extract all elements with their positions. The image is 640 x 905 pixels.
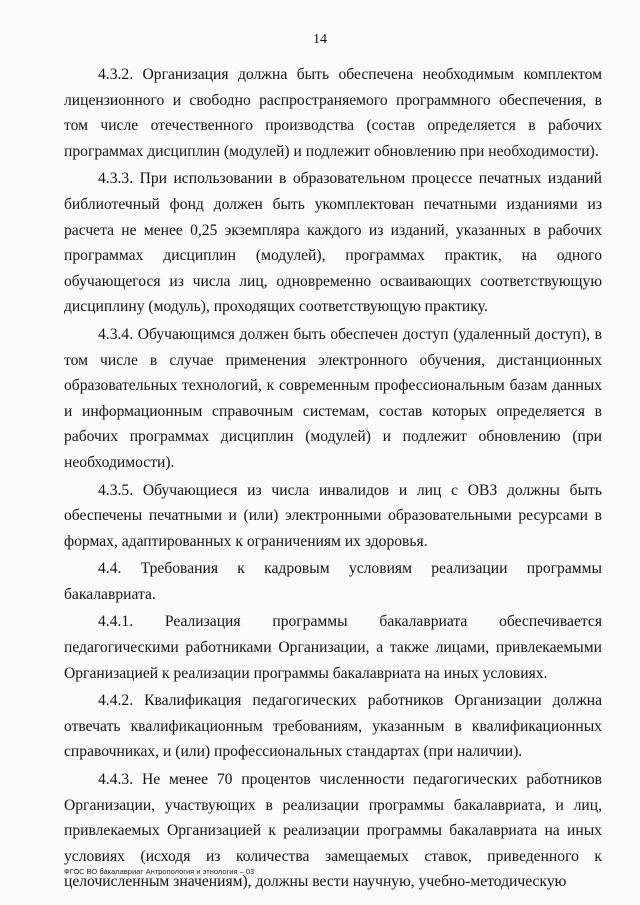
paragraph-4-4-1: 4.4.1. Реализация программы бакалавриата обеспечивается педагогическими работниками Организации, а также лицами, привлекаемыми Организацией к реализации программы бакалавриата на иных условиях. (64, 613, 602, 682)
page-number: 14 (313, 32, 327, 47)
paragraph-4-3-3: 4.3.3. При использовании в образовательном процессе печатных изданий библиотечный фонд должен быть укомплектован печатными изданиями из расчета не менее 0,25 экземпляра каждого из изданий, указанных в рабочих программах дисциплин (модулей), программах практик, на одного обучающегося из числа лиц, одновременно осваивающих соответствующую дисциплину (модуль), проходящих соответствующую практику. (64, 170, 602, 316)
paragraph-4-3-4: 4.3.4. Обучающимся должен быть обеспечен доступ (удаленный доступ), в том числе в случае применения электронного обучения, дистанционных образовательных технологий, к современным профессиональным базам данных и информационным справочным системам, состав которых определяется в рабочих программах дисциплин (модулей) и подлежит обновлению (при необходимости). (64, 325, 602, 471)
paragraph-4-4-3: 4.4.3. Не менее 70 процентов численности педагогических работников Организации, участвующих в реализации программы бакалавриата, и лиц, привлекаемых Организацией к реализации программы бакалавриата на иных условиях (исходя из количества замещаемых ставок, приведенного к целочисленным значениям), должны вести научную, учебно-методическую (64, 771, 602, 891)
paragraph-4-4-2: 4.4.2. Квалификация педагогических работников Организации должна отвечать квалификационным требованиям, указанным в квалификационных справочниках, и (или) профессиональных стандартах (при наличии). (64, 692, 602, 761)
document-body (64, 62, 602, 897)
paragraph-4-3-2: 4.3.2. Организация должна быть обеспечена необходимым комплектом лицензионного и свободно распространяемого программного обеспечения, в том числе отечественного производства (состав определяется в рабочих программах дисциплин (модулей) и подлежит обновлению при необходимости). (64, 66, 602, 160)
page-footer: ФГОС ВО бакалавриат Антропология и этнология – 03 (64, 867, 255, 876)
section-heading-4-4: 4.4. Требования к кадровым условиям реализации программы бакалавриата. (64, 560, 602, 603)
paragraph-4-3-5: 4.3.5. Обучающиеся из числа инвалидов и лиц с ОВЗ должны быть обеспечены печатными и (или) электронными образовательными ресурсами в формах, адаптированных к ограничениям их здоровья. (64, 481, 602, 550)
